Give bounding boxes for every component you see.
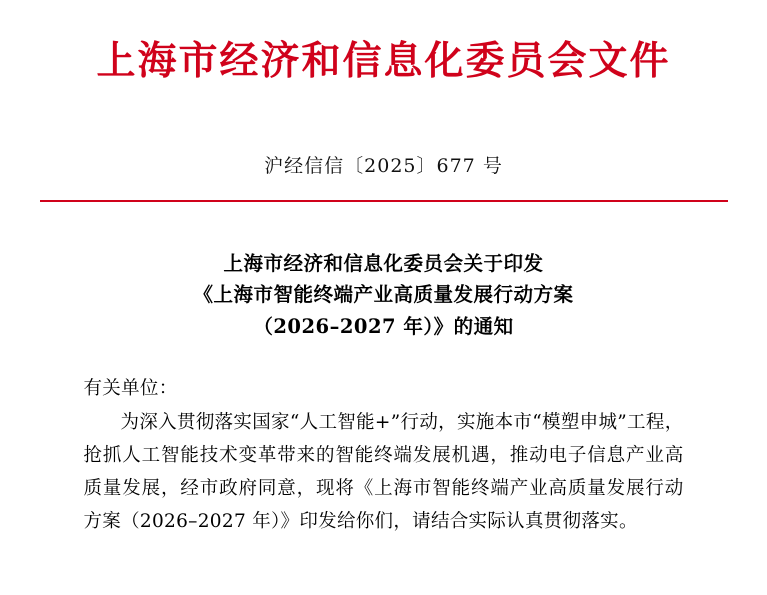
document-title xyxy=(0,248,767,343)
salutation: 有关单位： xyxy=(83,377,178,399)
document-title-line-1: 上海市经济和信息化委员会关于印发 xyxy=(223,251,544,275)
document-body xyxy=(84,373,684,540)
body-paragraph: 为深入贯彻落实国家“人工智能+”行动，实施本市“模塑申城”工程，抢抓人工智能技术变革带来的智能终端发展机遇，推动电子信息产业高质量发展，经市政府同意，现将《上海市智能终端产业高质量发展行动方案（2026–2027 年）》印发给你们，请结合实际认真贯彻落实。 xyxy=(83,412,684,533)
document-title-line-2: 《上海市智能终端产业高质量发展行动方案 xyxy=(193,283,574,307)
issuer-banner-title: 上海市经济和信息化委员会文件 xyxy=(96,38,671,84)
document-number: 沪经信信〔2025〕677 号 xyxy=(264,154,503,177)
red-divider-rule xyxy=(40,200,728,202)
document-title-line-3: （2026–2027 年）》的通知 xyxy=(253,314,514,338)
document-header xyxy=(0,0,767,85)
